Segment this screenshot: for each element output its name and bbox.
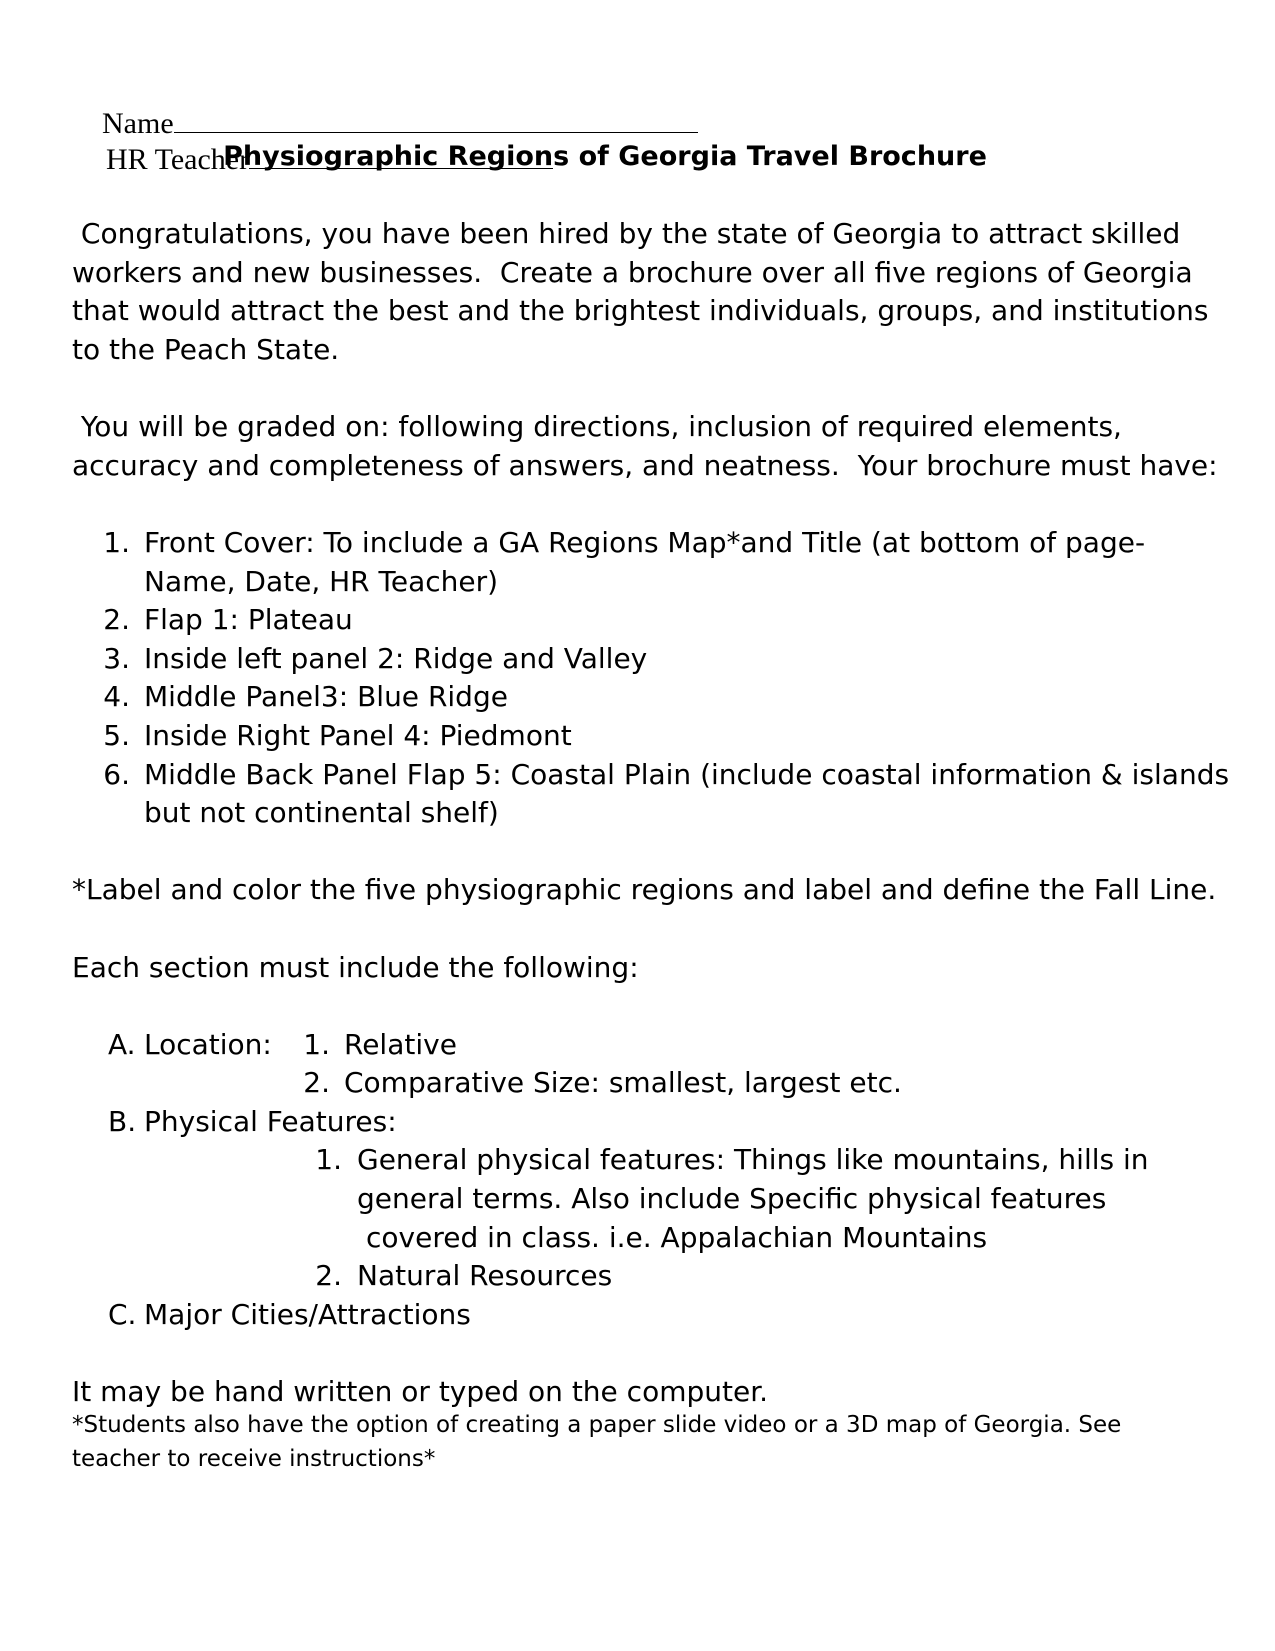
list-number: 2.: [103, 603, 130, 636]
list-item: Front Cover: To include a GA Regions Map*and Title (at bottom of page-: [144, 526, 1146, 559]
section-intro: Each section must include the following:: [72, 951, 639, 984]
map-note: *Label and color the five physiographic regions and label and define the Fall Line.: [72, 873, 1217, 906]
sub-number: 1.: [315, 1143, 342, 1176]
closing-line: It may be hand written or typed on the computer.: [72, 1375, 769, 1408]
grading-line: accuracy and completeness of answers, and neatness. Your brochure must have:: [72, 449, 1218, 482]
intro-line: that would attract the best and the brightest individuals, groups, and institutions: [72, 294, 1209, 327]
section-letter: A.: [108, 1028, 136, 1061]
sub-item-continued: covered in class. i.e. Appalachian Mountains: [366, 1221, 988, 1254]
sub-item: Relative: [344, 1028, 457, 1061]
intro-line: to the Peach State.: [72, 333, 340, 366]
list-number: 5.: [103, 719, 130, 752]
list-item: Middle Panel3: Blue Ridge: [144, 680, 508, 713]
sub-item: Natural Resources: [357, 1259, 613, 1292]
sub-item: General physical features: Things like mountains, hills in: [357, 1143, 1149, 1176]
option-note: *Students also have the option of creating a paper slide video or a 3D map of Georgia. See: [72, 1412, 1122, 1438]
name-label: Name: [102, 107, 174, 140]
hr-teacher-label: HR Teacher: [106, 143, 250, 176]
section-label: Major Cities/Attractions: [144, 1298, 471, 1331]
list-number: 6.: [103, 758, 130, 791]
section-label: Physical Features:: [144, 1105, 397, 1138]
list-item: Inside left panel 2: Ridge and Valley: [144, 642, 648, 675]
list-item: Inside Right Panel 4: Piedmont: [144, 719, 572, 752]
intro-line: Congratulations, you have been hired by the state of Georgia to attract skilled: [72, 217, 1181, 250]
sub-number: 2.: [315, 1259, 342, 1292]
list-number: 3.: [103, 642, 130, 675]
list-item: Middle Back Panel Flap 5: Coastal Plain (include coastal information & islands: [144, 758, 1230, 791]
list-item-continued: Name, Date, HR Teacher): [144, 565, 499, 598]
option-note: teacher to receive instructions*: [72, 1446, 436, 1472]
sub-number: 1.: [303, 1028, 330, 1061]
sub-item: Comparative Size: smallest, largest etc.: [344, 1066, 902, 1099]
sub-number: 2.: [303, 1066, 330, 1099]
section-letter: B.: [108, 1105, 137, 1138]
intro-line: workers and new businesses. Create a brochure over all five regions of Georgia: [72, 256, 1193, 289]
list-number: 1.: [103, 526, 130, 559]
sub-item-continued: general terms. Also include Specific physical features: [357, 1182, 1107, 1215]
section-letter: C.: [108, 1298, 137, 1331]
list-item: Flap 1: Plateau: [144, 603, 353, 636]
page-title: Physiographic Regions of Georgia Travel Brochure: [223, 141, 987, 172]
list-number: 4.: [103, 680, 130, 713]
list-item-continued: but not continental shelf): [144, 796, 499, 829]
section-label: Location:: [144, 1028, 272, 1061]
name-blank[interactable]: [174, 106, 698, 133]
grading-line: You will be graded on: following directions, inclusion of required elements,: [72, 410, 1122, 443]
